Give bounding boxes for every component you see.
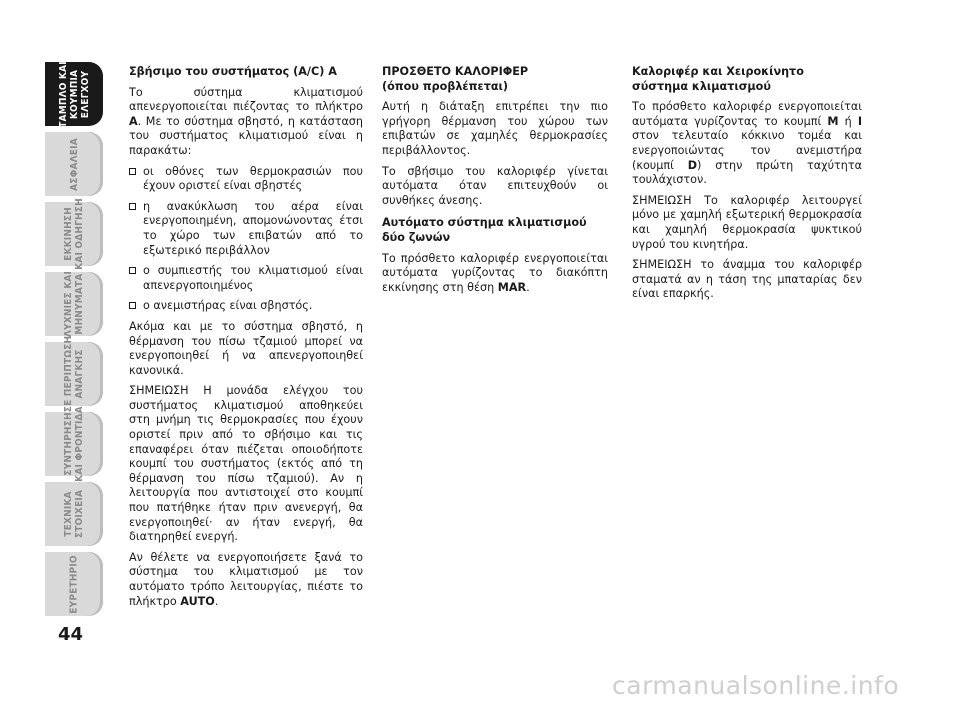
- bullet-item: ο συμπιεστής του κλιματισμού είναι απενεργοποιημένος: [129, 264, 363, 293]
- tab-label: ΕΥΡΕΤΗΡΙΟ: [68, 554, 80, 614]
- section-subheading: (όπου προβλέπεται): [382, 79, 509, 93]
- tab-label: ΑΣΦΑΛΕΙΑ: [68, 137, 80, 191]
- section-heading: ΠΡΟΣΘΕΤΟ ΚΑΛΟΡΙΦΕΡ: [382, 65, 529, 78]
- watermark: carmanualsonline.info: [612, 671, 900, 700]
- note-paragraph: ΣΗΜΕΙΩΣΗ το άναμμα του καλοριφέρ σταματά αν η τάση της μπαταρίας δεν είναι επαρκής.: [632, 258, 862, 301]
- tab-label: ΤΑΜΠΛΟ ΚΑΙ ΚΟΥΜΠΙΑ ΕΛΕΓΧΟΥ: [57, 60, 91, 128]
- tab-index[interactable]: [45, 552, 103, 616]
- paragraph: Ακόμα και με το σύστημα σβηστό, η θέρμανση του πίσω τζαμιού μπορεί να ενεργοποιηθεί ή να απενεργοποιηθεί κανονικά.: [129, 319, 363, 377]
- note-paragraph: ΣΗΜΕΙΩΣΗ Η μονάδα ελέγχου του συστήματος κλιματισμού αποθηκεύει στη μνήμη τις θερμοκρασίες που έχουν οριστεί πριν από το σβήσιμο και τις επαναφέρει όταν πιέζεται οποιοδήποτε κουμπί του συστήματος (εκτός από τη θέρμανση του πίσω τζαμιού). Αν η λειτουργία που αντιστοιχεί στο κουμπί που πατήθηκε ήταν πριν ανενεργή, θα ενεργοποιηθεί· αν ήταν ενεργή, θα διατηρηθεί ενεργή.: [129, 384, 363, 544]
- checkbox-bullet-icon: [129, 302, 136, 309]
- bullet-item: οι οθόνες των θερμοκρασιών που έχουν οριστεί είναι σβηστές: [129, 165, 363, 194]
- tab-label: ΣΕ ΠΕΡΙΠΤΩΣΗ ΑΝΑΓΚΗΣ: [63, 335, 85, 413]
- paragraph: Το πρόσθετο καλοριφέρ ενεργοποιείται αυτόματα γυρίζοντας το διακόπτη εκκίνησης στη θέση MAR.: [382, 251, 608, 294]
- tab-label: ΣΥΝΤΗΡΗΣΗ ΚΑΙ ΦΡΟΝΤΙΔΑ: [63, 406, 86, 482]
- page-number: 44: [58, 624, 84, 645]
- tab-maintenance[interactable]: [45, 406, 103, 482]
- tab-safety[interactable]: [45, 132, 103, 196]
- paragraph: Αν θέλετε να ενεργοποιήσετε ξανά το σύστημα του κλιματισμού με τον αυτόματο τρόπο λειτουργίας, πιέστε το πλήκτρο AUTO.: [129, 550, 363, 608]
- tab-label: ΕΚΚΙΝΗΣΗ ΚΑΙ ΟΔΗΓΗΣΗ: [63, 198, 85, 270]
- checkbox-bullet-icon: [129, 203, 136, 210]
- section-heading: Αυτόματο σύστημα κλιματισμού δύο ζωνών: [382, 216, 587, 244]
- section-heading: Σβήσιμο του συστήματος (A/C) A: [129, 65, 337, 78]
- bullet-item: ο ανεμιστήρας είναι σβηστός.: [129, 299, 363, 314]
- checkbox-bullet-icon: [129, 168, 136, 175]
- tab-emergency[interactable]: [45, 335, 103, 413]
- tab-controls[interactable]: [45, 62, 103, 126]
- column-3: [632, 65, 862, 308]
- bullet-item: η ανακύκλωση του αέρα είναι ενεργοποιημένη, απομονώνοντας έτσι το χώρο των επιβατών από το εξωτερικό περιβάλλον: [129, 200, 363, 258]
- note-paragraph: ΣΗΜΕΙΩΣΗ Το καλοριφέρ λειτουργεί μόνο με χαμηλή εξωτερική θερμοκρασία και χαμηλή θερμοκρασία ψυκτικού υγρού του κινητήρα.: [632, 193, 862, 251]
- paragraph: Το σύστημα κλιματισμού απενεργοποιείται πιέζοντας το πλήκτρο A. Με το σύστημα σβηστό, η κατάσταση του συστήματος κλιματισμού είναι η παρακάτω:: [129, 85, 363, 157]
- tab-label: ΛΥΧΝΙΕΣ ΚΑΙ ΜΗΝΥΜΑΤΑ: [63, 270, 86, 338]
- tab-technical[interactable]: [45, 482, 103, 546]
- column-2: [382, 65, 608, 301]
- section-heading: Καλοριφέρ και Χειροκίνητο σύστημα κλιματισμού: [632, 65, 804, 93]
- column-1: [129, 65, 363, 615]
- tab-lights[interactable]: [45, 272, 103, 336]
- paragraph: Το σβήσιμο του καλοριφέρ γίνεται αυτόματα όταν επιτευχθούν οι συνθήκες άνεσης.: [382, 164, 608, 207]
- paragraph: Το πρόσθετο καλοριφέρ ενεργοποιείται αυτόματα γυρίζοντας το κουμπί M ή I στον τελευταίο κόκκινο τομέα και ενεργοποιώντας τον ανεμιστήρα (κουμπί D) στην πρώτη ταχύτητα τουλάχιστον.: [632, 100, 862, 187]
- checkbox-bullet-icon: [129, 267, 136, 274]
- paragraph: Αυτή η διάταξη επιτρέπει την πιο γρήγορη θέρμανση του χώρου των επιβατών σε χαμηλές θερμοκρασίες περιβάλλοντος.: [382, 100, 608, 157]
- tab-driving[interactable]: [45, 198, 103, 270]
- tab-label: ΤΕΧΝΙΚΑ ΣΤΟΙΧΕΙΑ: [63, 489, 85, 539]
